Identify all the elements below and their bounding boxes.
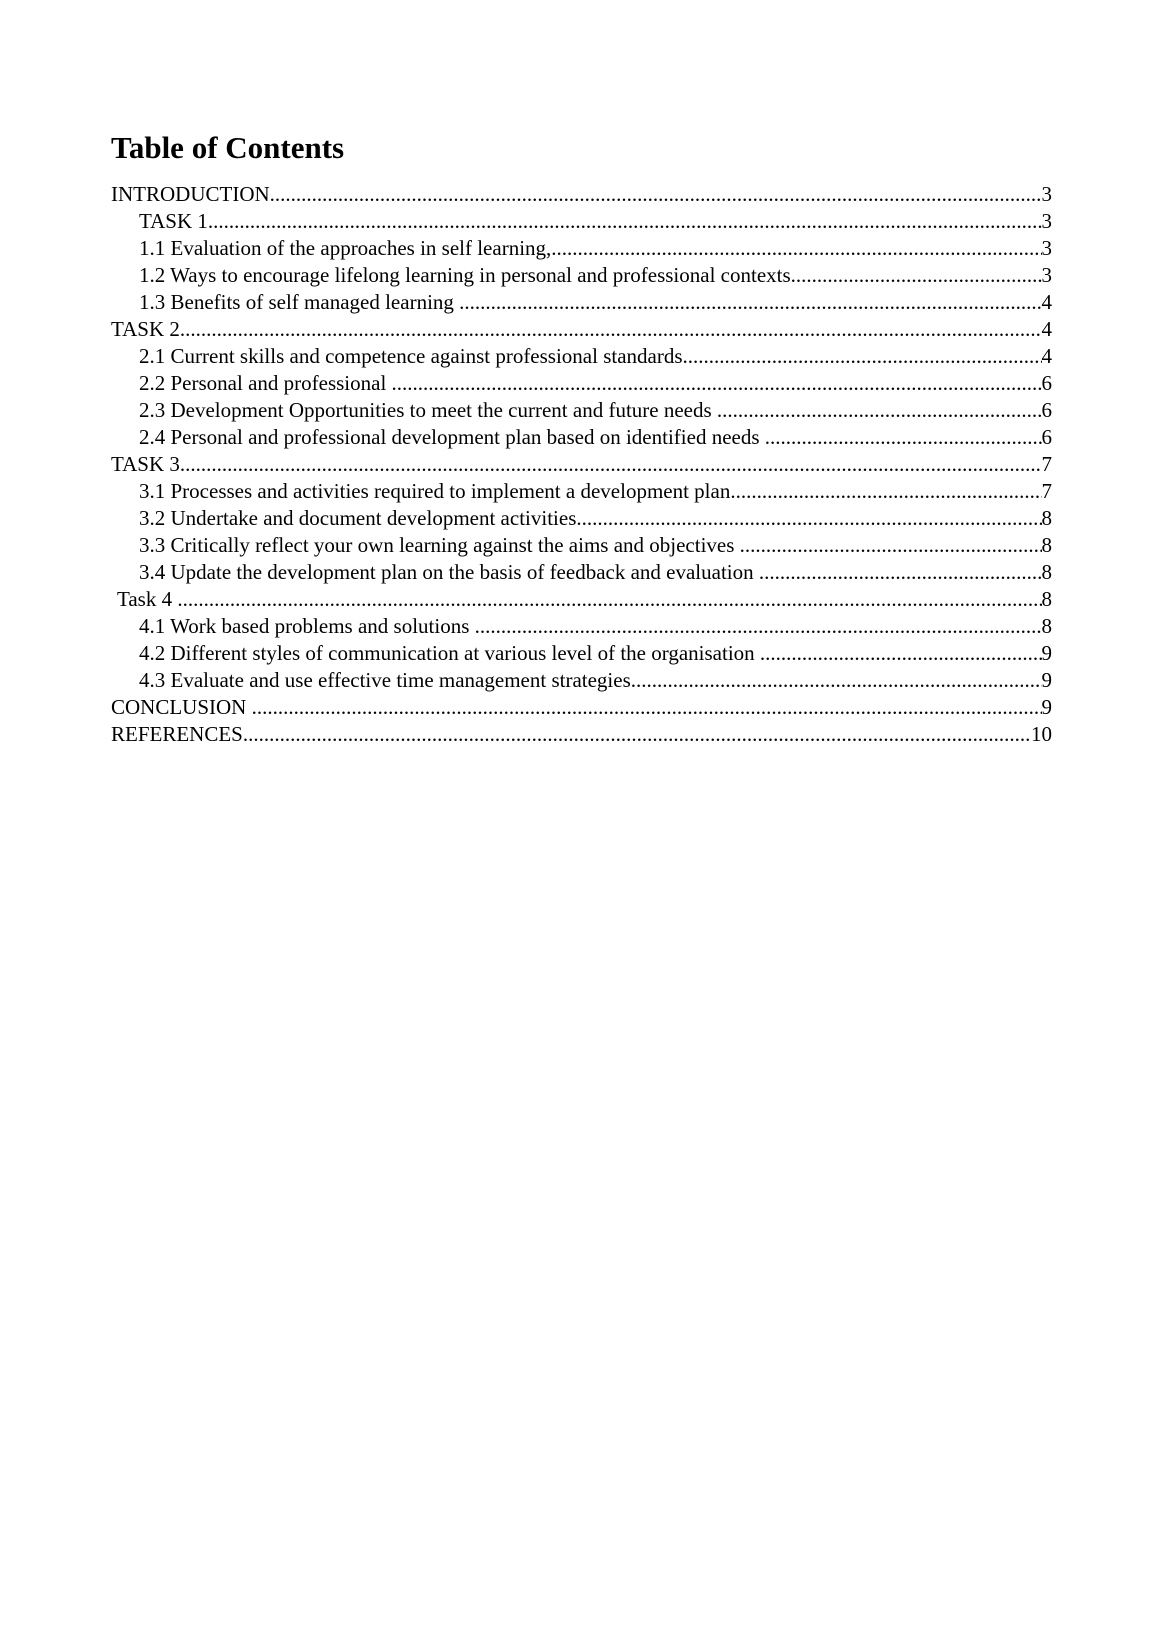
toc-dot-leader bbox=[740, 532, 1042, 559]
toc-dot-leader bbox=[791, 262, 1042, 289]
toc-page-number: 9 bbox=[1041, 668, 1052, 692]
toc-entry-label: 3.1 Processes and activities required to implement a development plan bbox=[139, 479, 731, 503]
toc-entry-label: TASK 3 bbox=[111, 452, 180, 476]
toc-entry[interactable] bbox=[111, 613, 1052, 640]
toc-dot-leader bbox=[475, 613, 1042, 640]
toc-page-number: 7 bbox=[1041, 452, 1052, 476]
toc-entry[interactable] bbox=[111, 316, 1052, 343]
toc-entry-label: 1.2 Ways to encourage lifelong learning in personal and professional contexts bbox=[139, 263, 791, 287]
toc-entry[interactable] bbox=[111, 235, 1052, 262]
toc-dot-leader bbox=[683, 343, 1042, 370]
toc-entry-label: 2.4 Personal and professional development plan based on identified needs bbox=[139, 425, 765, 449]
toc-dot-leader bbox=[208, 208, 1042, 235]
toc-entry[interactable] bbox=[111, 451, 1052, 478]
toc-entry-label: REFERENCES bbox=[111, 722, 243, 746]
toc-dot-leader bbox=[760, 640, 1042, 667]
toc-dot-leader bbox=[551, 235, 1041, 262]
toc-dot-leader bbox=[576, 505, 1041, 532]
toc-page-number: 6 bbox=[1041, 371, 1052, 395]
toc-dot-leader bbox=[717, 397, 1042, 424]
toc-page-number: 8 bbox=[1041, 506, 1052, 530]
toc-entry-label: 3.3 Critically reflect your own learning against the aims and objectives bbox=[139, 533, 740, 557]
toc-dot-leader bbox=[270, 181, 1042, 208]
toc-entry-label: 4.1 Work based problems and solutions bbox=[139, 614, 475, 638]
toc-dot-leader bbox=[392, 370, 1042, 397]
toc-entry-label: Task 4 bbox=[117, 587, 178, 611]
toc-dot-leader bbox=[243, 721, 1031, 748]
toc-entry[interactable] bbox=[111, 640, 1052, 667]
toc-entry[interactable] bbox=[111, 181, 1052, 208]
toc-page-number: 8 bbox=[1041, 587, 1052, 611]
toc-list bbox=[111, 181, 1052, 748]
toc-dot-leader bbox=[759, 559, 1042, 586]
toc-page-number: 8 bbox=[1041, 560, 1052, 584]
toc-entry-label: 1.3 Benefits of self managed learning bbox=[139, 290, 460, 314]
toc-entry-label: CONCLUSION bbox=[111, 695, 252, 719]
toc-entry-label: 3.4 Update the development plan on the basis of feedback and evaluation bbox=[139, 560, 759, 584]
toc-entry[interactable] bbox=[111, 370, 1052, 397]
toc-page-number: 8 bbox=[1041, 614, 1052, 638]
toc-entry[interactable] bbox=[111, 478, 1052, 505]
toc-page-number: 4 bbox=[1041, 317, 1052, 341]
toc-page-number: 6 bbox=[1041, 398, 1052, 422]
toc-page-number: 6 bbox=[1041, 425, 1052, 449]
toc-page-number: 3 bbox=[1041, 236, 1052, 260]
toc-title: Table of Contents bbox=[111, 130, 345, 165]
toc-entry-label: 3.2 Undertake and document development activities bbox=[139, 506, 577, 530]
toc-page-number: 9 bbox=[1041, 641, 1052, 665]
toc-entry[interactable] bbox=[111, 721, 1052, 748]
toc-entry[interactable] bbox=[111, 289, 1052, 316]
toc-dot-leader bbox=[180, 316, 1042, 343]
toc-dot-leader bbox=[765, 424, 1042, 451]
toc-entry-label: 2.2 Personal and professional bbox=[139, 371, 392, 395]
toc-entry-label: 2.1 Current skills and competence against professional standards bbox=[139, 344, 683, 368]
toc-entry-label: 2.3 Development Opportunities to meet the current and future needs bbox=[139, 398, 717, 422]
toc-entry-label: 4.2 Different styles of communication at various level of the organisation bbox=[139, 641, 760, 665]
toc-dot-leader bbox=[177, 586, 1041, 613]
toc-entry[interactable] bbox=[111, 586, 1052, 613]
toc-page-number: 8 bbox=[1041, 533, 1052, 557]
toc-page-number: 4 bbox=[1041, 344, 1052, 368]
toc-page-number: 3 bbox=[1041, 209, 1052, 233]
toc-entry[interactable] bbox=[111, 424, 1052, 451]
toc-entry[interactable] bbox=[111, 208, 1052, 235]
toc-entry[interactable] bbox=[111, 397, 1052, 424]
toc-dot-leader bbox=[631, 667, 1042, 694]
toc-entry-label: TASK 2 bbox=[111, 317, 180, 341]
toc-dot-leader bbox=[730, 478, 1041, 505]
toc-entry[interactable] bbox=[111, 262, 1052, 289]
toc-entry-label: TASK 1 bbox=[139, 209, 208, 233]
toc-dot-leader bbox=[459, 289, 1041, 316]
toc-page-number: 3 bbox=[1041, 263, 1052, 287]
toc-dot-leader bbox=[252, 694, 1042, 721]
toc-entry[interactable] bbox=[111, 343, 1052, 370]
toc-page-number: 9 bbox=[1041, 695, 1052, 719]
toc-entry[interactable] bbox=[111, 532, 1052, 559]
toc-entry-label: INTRODUCTION bbox=[111, 182, 270, 206]
toc-page-number: 4 bbox=[1041, 290, 1052, 314]
toc-entry[interactable] bbox=[111, 559, 1052, 586]
toc-entry-label: 4.3 Evaluate and use effective time management strategies bbox=[139, 668, 631, 692]
toc-page-number: 10 bbox=[1031, 722, 1052, 746]
toc-entry[interactable] bbox=[111, 694, 1052, 721]
toc-entry[interactable] bbox=[111, 505, 1052, 532]
toc-dot-leader bbox=[180, 451, 1042, 478]
toc-entry[interactable] bbox=[111, 667, 1052, 694]
toc-page-number: 3 bbox=[1041, 182, 1052, 206]
toc-page-number: 7 bbox=[1041, 479, 1052, 503]
toc-entry-label: 1.1 Evaluation of the approaches in self learning, bbox=[139, 236, 552, 260]
